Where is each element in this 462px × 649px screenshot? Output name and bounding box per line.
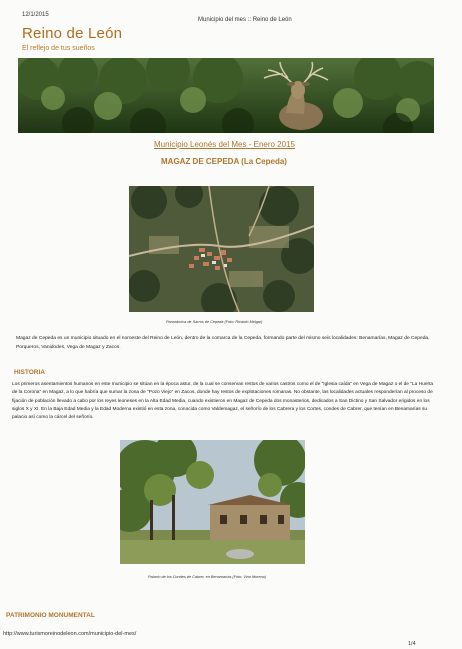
site-title[interactable]: Reino de León — [22, 25, 123, 42]
print-page-title: Municipio del mes :: Reino de León — [198, 17, 292, 23]
page-number: 1/4 — [408, 641, 416, 647]
patrimonio-heading: PATRIMONIO MONUMENTAL — [6, 612, 95, 619]
aerial-photo-caption: Panorámica de Sarros de Cepeda (Foto: Ricardo Melgar) — [166, 320, 263, 324]
palace-photo — [120, 440, 305, 564]
intro-paragraph: Magaz de Cepeda es un municipio situado en el noroeste del Reino de León, dentro de la comarca de la Cepeda, formando parte del mismo seis localidades: Benamarías, Magaz de Cepeda, Porqueros, Vanidodes, Vega de Magaz y Zacos. — [16, 336, 430, 350]
aerial-photo — [129, 186, 314, 312]
footer-url[interactable]: http://www.turismoreinodeleon.com/municipio-del-mes/ — [3, 631, 137, 637]
site-tagline: El reflejo de tus sueños — [22, 45, 95, 52]
month-link[interactable]: Municipio Leonés del Mes - Enero 2015 — [154, 140, 295, 149]
palace-photo-caption: Palacio de los Condes de Cabrer, en Benamarías (Foto: Vino Moreno) — [148, 575, 267, 579]
history-heading: HISTORIA — [14, 369, 45, 376]
header-banner-image — [18, 58, 434, 133]
banner-caption: - Municipio del mes — [18, 123, 58, 128]
history-paragraph: Los primeros asentamientos humanos en este municipio se sitúan en la época astur, de la cual se conservan restos de varios castros como el de "Iglesia caída" en Vega de Magaz o el de "La Huerta de la Corona" en Magaz, a lo que habría que sumar la zona de "Pozo Viejo" en Zacos, donde hay restos de explotaciones romanas. No obstante, las localidades actuales responderían al proceso de fijación de población llevado a cabo por los reyes leoneses en la Alta Edad Media, cuando existieron en Magaz de Cepeda dos monasterios, dedicados a San Dictino y San Salvador erigidos en los siglos X y XI. En la Baja Edad Media y la Edad Moderna existió en esta zona, conocida como Valdemagaz, el señorío de los Cabrera y los Cortes, condes de Cabrer, que tenían en Benamarías su palacio así como la cárcel del señorío. — [12, 382, 434, 421]
print-date: 12/1/2015 — [22, 12, 49, 18]
article-title: MAGAZ DE CEPEDA (La Cepeda) — [161, 157, 287, 166]
